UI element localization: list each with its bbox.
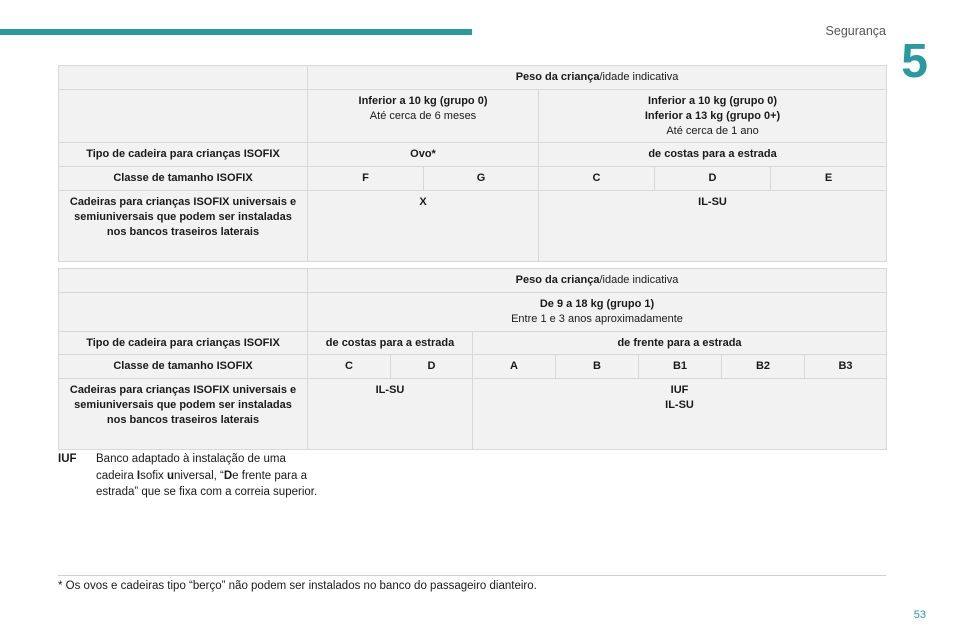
table-row [59, 191, 887, 262]
table-cell: Ovo* [308, 143, 539, 167]
row-label: Cadeiras para crianças ISOFIX universais e semiuniversais que podem ser instaladas nos bancos traseiros laterais [59, 379, 308, 450]
table-cell: de costas para a estrada [308, 331, 473, 355]
isofix-table-group-1 [58, 268, 887, 450]
size-class-cell: C [539, 167, 655, 191]
table-row [59, 355, 887, 379]
weight-group-cell: Inferior a 10 kg (grupo 0) Até cerca de 6 meses [308, 89, 539, 143]
table-cell: IL-SU [308, 379, 473, 450]
weight-header: Peso da criança/idade indicativa [308, 66, 887, 90]
table-cell: X [308, 191, 539, 262]
row-label: Classe de tamanho ISOFIX [59, 167, 308, 191]
table-row [59, 269, 887, 293]
legend-definition: Banco adaptado à instalação de uma cadeira Isofix universal, “De frente para a estrada” que se fixa com a correia superior. [96, 453, 318, 499]
weight-header: Peso da criança/idade indicativa [308, 269, 887, 293]
row-label: Tipo de cadeira para crianças ISOFIX [59, 143, 308, 167]
table-cell [59, 66, 308, 90]
table-cell: IL-SU [539, 191, 887, 262]
table-row [59, 292, 887, 331]
table-cell: IUF IL-SU [473, 379, 887, 450]
table-row [59, 379, 887, 450]
row-label: Tipo de cadeira para crianças ISOFIX [59, 331, 308, 355]
size-class-cell: D [655, 167, 771, 191]
size-class-cell: B [556, 355, 639, 379]
table-cell [59, 89, 308, 143]
legend-term: IUF [58, 453, 77, 465]
table-row [59, 143, 887, 167]
isofix-table-group-0 [58, 65, 887, 262]
size-class-cell: A [473, 355, 556, 379]
page-number: 53 [913, 609, 926, 621]
size-class-cell: F [308, 167, 424, 191]
row-label: Cadeiras para crianças ISOFIX universais e semiuniversais que podem ser instaladas nos bancos traseiros laterais [59, 191, 308, 262]
table-row [59, 167, 887, 191]
table-row [59, 89, 887, 143]
size-class-cell: B2 [722, 355, 805, 379]
section-title: Segurança [825, 24, 886, 38]
table-cell [59, 269, 308, 293]
size-class-cell: D [391, 355, 473, 379]
footnote-divider [58, 575, 886, 576]
accent-bar [0, 29, 472, 35]
weight-group-cell: Inferior a 10 kg (grupo 0) Inferior a 13 kg (grupo 0+) Até cerca de 1 ano [539, 89, 887, 143]
size-class-cell: G [424, 167, 539, 191]
table-cell: de frente para a estrada [473, 331, 887, 355]
weight-group-cell: De 9 a 18 kg (grupo 1) Entre 1 e 3 anos aproximadamente [308, 292, 887, 331]
size-class-cell: E [771, 167, 887, 191]
size-class-cell: B3 [805, 355, 887, 379]
table-row [59, 331, 887, 355]
legend-entry [58, 451, 318, 501]
table-row [59, 66, 887, 90]
size-class-cell: C [308, 355, 391, 379]
footnote: * Os ovos e cadeiras tipo “berço” não podem ser instalados no banco do passageiro dianteiro. [58, 580, 537, 592]
chapter-number: 5 [901, 35, 928, 88]
table-cell: de costas para a estrada [539, 143, 887, 167]
table-cell [59, 292, 308, 331]
row-label: Classe de tamanho ISOFIX [59, 355, 308, 379]
size-class-cell: B1 [639, 355, 722, 379]
